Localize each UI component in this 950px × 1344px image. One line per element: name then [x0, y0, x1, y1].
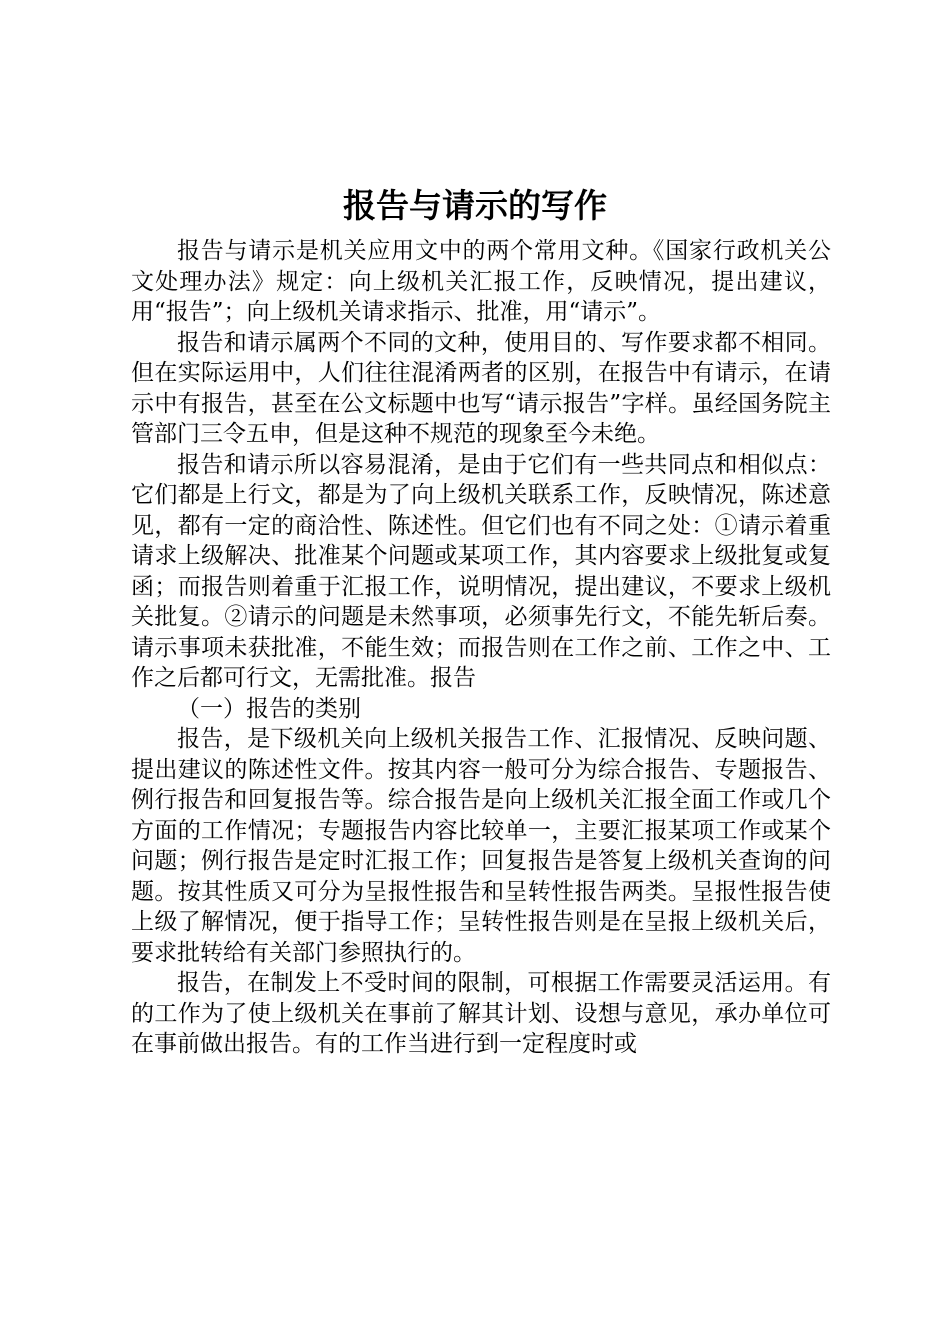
document-title: 报告与请示的写作 [343, 186, 607, 225]
paragraph: 报告，在制发上不受时间的限制，可根据工作需要灵活运用。有的工作为了使上级机关在事前了解其计划、设想与意见，承办单位可在事前做出报告。有的工作当进行到一定程度时或 [131, 970, 831, 1057]
paragraph: 报告与请示是机关应用文中的两个常用文种。《国家行政机关公文处理办法》规定：向上级机关汇报工作，反映情况，提出建议，用“报告”；向上级机关请求指示、批准，用“请示”。 [131, 238, 831, 325]
document-body [131, 236, 831, 1060]
paragraph: 报告，是下级机关向上级机关报告工作、汇报情况、反映问题、提出建议的陈述性文件。按其内容一般可分为综合报告、专题报告、例行报告和回复报告等。综合报告是向上级机关汇报全面工作或几个方面的工作情况；专题报告内容比较单一，主要汇报某项工作或某个问题；例行报告是定时汇报工作；回复报告是答复上级机关查询的问题。按其性质又可分为呈报性报告和呈转性报告两类。呈报性报告使上级了解情况，便于指导工作；呈转性报告则是在呈报上级机关后，要求批转给有关部门参照执行的。 [131, 726, 831, 966]
paragraph: 报告和请示所以容易混淆，是由于它们有一些共同点和相似点：它们都是上行文，都是为了向上级机关联系工作，反映情况，陈述意见，都有一定的商洽性、陈述性。但它们也有不同之处：①请示着重请求上级解决、批准某个问题或某项工作，其内容要求上级批复或复函；而报告则着重于汇报工作，说明情况，提出建议，不要求上级机关批复。②请示的问题是未然事项，必须事先行文，不能先斩后奏。请示事项未获批准，不能生效；而报告则在工作之前、工作之中、工作之后都可行文，无需批准。报告 [131, 451, 831, 691]
paragraph: 报告和请示属两个不同的文种，使用目的、写作要求都不相同。但在实际运用中，人们往往混淆两者的区别，在报告中有请示，在请示中有报告，甚至在公文标题中也写“请示报告”字样。虽经国务院主管部门三令五申，但是这种不规范的现象至今未绝。 [131, 329, 831, 447]
section-heading: （一）报告的类别 [177, 695, 361, 722]
